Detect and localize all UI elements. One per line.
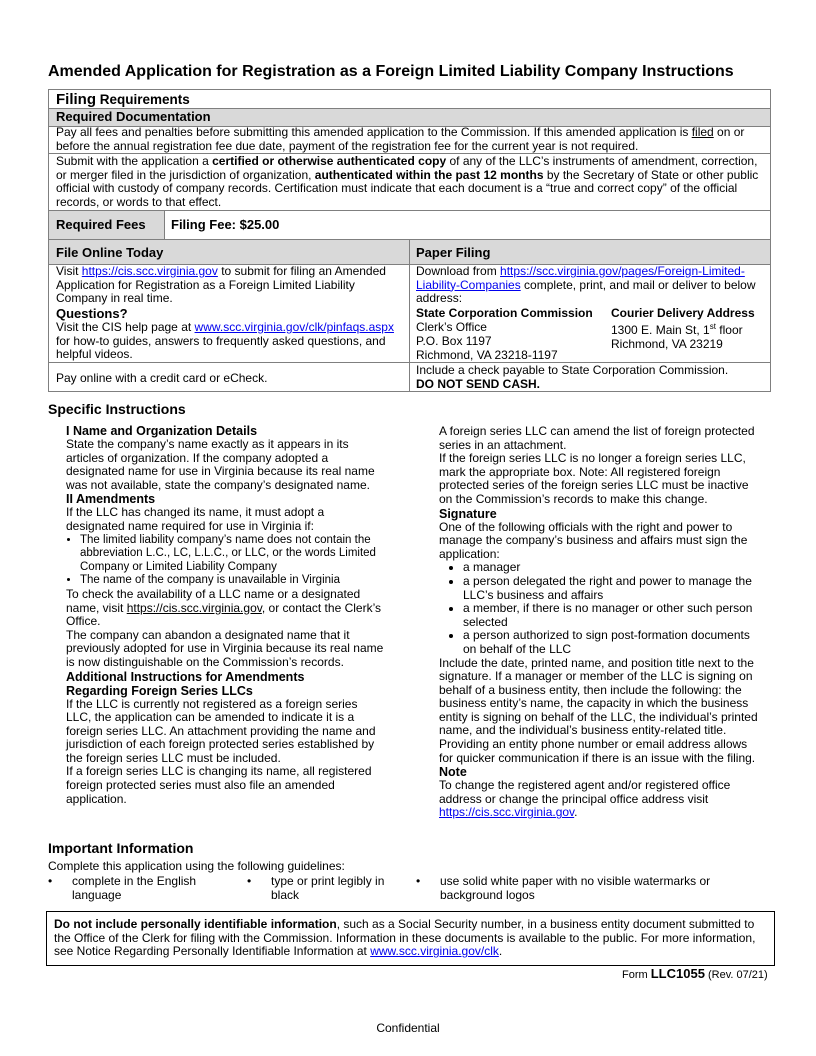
specific-left-column [66,424,384,806]
important-intro: Complete this application using the following guidelines: [48,859,345,873]
bullet: • [48,874,53,888]
scc-address [416,306,593,362]
file-online-header: File Online Today [56,245,164,260]
section-1-heading: I Name and Organization Details [66,424,258,438]
name-check-text [66,588,384,629]
check-payable-text: Include a check payable to State Corporation Commission. [416,363,729,377]
doc-text-bold-b: authenticated within the past 12 months [314,167,544,182]
note-cis-link[interactable]: https://cis.scc.virginia.gov [439,805,575,820]
doc-text-bold-a: certified or otherwise authenticated copy [212,154,447,168]
pay-online-text: Pay online with a credit card or eCheck. [56,371,268,385]
online-text-a: Visit [56,264,82,278]
requirements-word: Requirements [96,92,190,107]
important-information-heading: Important Information [48,840,194,856]
q-text-b: for how-to guides, answers to frequently asked questions, and helpful videos. [56,333,386,362]
required-fees-label: Required Fees [56,217,146,232]
paper-forms-link[interactable]: https://scc.virginia.gov/pages/Foreign-Limited-Liability-Companies [416,264,745,292]
online-filing-text [56,265,401,306]
abandon-name-text: The company can abandon a designated name that it previously adopted for use in Virginia because its real name is now distinguishable on the Commission’s records. [66,627,384,669]
section-3-heading-2: Regarding Foreign Series LLCs [66,683,253,698]
doc-text-a: Submit with the application a [56,154,213,168]
section-1-text: State the company’s name exactly as it appears in its articles of organization. If the company adopted a designated name for use in Virginia because its real name was not available, state the company’s designated name. [66,437,375,492]
section-2-bullet-1: • The limited liability company’s name does not contain the abbreviation L.C., LC, L.L.C., or LLC, or the words Limited Company or Limited Liability Company [80,534,384,575]
cis-link[interactable]: https://cis.scc.virginia.gov [81,264,218,278]
paper-filing-text [416,265,764,306]
section-3-text-1: If the LLC is currently not registered as a foreign series LLC, the application can be amended to indicate it is a foreign series LLC. An attachment providing the name and jurisdiction of each foreign protected series established by the foreign series LLC must be included. [66,696,376,765]
signature-bullet-1: • a manager [463,561,759,575]
signature-bullet-4: • a person authorized to sign post-formation documents on behalf of the LLC [463,629,759,656]
guideline-3 [416,875,736,902]
section-2-heading: II Amendments [66,492,156,507]
guideline-2 [247,875,407,902]
courier-heading: Courier Delivery Address [611,306,755,320]
pii-link[interactable]: www.scc.virginia.gov/clk [370,944,499,959]
page-title: Amended Application for Registration as a Foreign Limited Liability Company Instructions [48,63,734,80]
online-text-b: to submit for filing an Amended Application for Registration as a Foreign Limited Liability Company in real time. [56,264,386,306]
pii-text: , such as a Social Security number, in a business entity document submitted to the Office of the Clerk for filing with the Commission. Information in these documents is available to the public. For more information, see Notice Regarding Personally Identifiable Information at [54,917,756,959]
filed-word: filed [691,125,714,139]
signature-details-text: Include the date, printed name, and position title next to the signature. If a manager or member of the LLC is signing on behalf of a business entity, then include the following: the business entity’s name, the capacity in which the business entity is signing on behalf of the LLC, the individual’s printed name, and the individual’s business entity-related title. [439,655,758,738]
name-check-link[interactable]: https://cis.scc.virginia.gov [126,600,262,615]
courier-floor: floor [715,323,743,337]
note-text-a: To change the registered agent and/or registered office address or change the principal office address visit [439,778,731,806]
scc-line-1: Clerk’s Office [416,320,487,334]
signature-bullets [439,561,759,656]
fees-paragraph [56,126,764,153]
name-check-b: , or contact the Clerk’s Office. [66,600,382,629]
section-3-text-2: If a foreign series LLC is changing its name, all registered foreign protected series must also file an amended application. [66,764,372,806]
specific-right-column [439,425,759,820]
scc-line-2: P.O. Box 1197 [416,334,492,348]
pii-notice-text [54,918,766,959]
paper-filing-header: Paper Filing [416,245,491,260]
questions-heading: Questions? [56,306,128,321]
questions-text [56,321,401,362]
courier-address [611,306,755,351]
filing-fee-value: Filing Fee: $25.00 [171,217,280,232]
signature-heading: Signature [439,506,497,521]
column-divider [409,239,410,392]
fees-text-a: Pay all fees and penalties before submitting this amended application to the Commission. If this amended application is [56,125,692,139]
section-2-bullet-2: • The name of the company is unavailable in Virginia [80,574,384,588]
filing-word: Filing [56,91,96,108]
help-page-link[interactable]: www.scc.virginia.gov/clk/pinfaqs.aspx [194,320,394,334]
guideline-1 [48,875,218,902]
documentation-paragraph [56,155,764,209]
section-2-text: If the LLC has changed its name, it must adopt a designated name required for use in Virginia if: [66,505,325,533]
paper-text-b: complete, print, and mail or deliver to below address: [416,277,756,306]
bullet: • [247,874,252,888]
name-check-a: To check the availability of a LLC name or a designated name, visit [66,586,361,615]
pii-period: . [498,944,503,959]
doc-text-e: by the Secretary of State or other public official with custody of company records. Certification must indicate that each document is a “true and correct copy” of the official records, or words to that effect. [56,167,759,209]
q-text-a: Visit the CIS help page at [56,320,195,334]
courier-sup: st [709,322,716,331]
scc-heading: State Corporation Commission [416,306,593,320]
pay-paper-text [416,364,728,391]
row-divider [164,210,770,211]
form-code: LLC1055 [650,966,705,981]
pii-bold: Do not include personally identifiable information [54,917,337,931]
guideline-3-text: use solid white paper with no visible watermarks or background logos [440,874,711,902]
no-cash-text: DO NOT SEND CASH. [416,376,541,391]
doc-text-c: of any of the LLC’s instruments of amendment, correction, or merger filed in the jurisdiction of organization, [56,154,758,182]
courier-street: 1300 E. Main St, 1 [611,323,710,337]
series-removal-text: If the foreign series LLC is no longer a foreign series LLC, mark the appropriate box. Note: All registered foreign protected series of the foreign series LLC must be inactive on the Commission’s records to make this change. [439,451,749,506]
signature-text: One of the following officials with the right and power to manage the company’s business and affairs must sign the application: [439,519,748,561]
signature-bullet-2: • a person delegated the right and power to manage the LLC’s business and affairs [463,575,759,602]
courier-line-2: Richmond, VA 23219 [611,337,723,351]
note-period: . [574,805,578,820]
signature-bullet-3: • a member, if there is no manager or other such person selected [463,602,759,629]
form-revision: (Rev. 07/21) [704,969,768,981]
guideline-1-text: complete in the English language [72,874,197,902]
filing-requirements-header [56,91,190,108]
confidential-label: Confidential [376,1021,440,1035]
bullet: • [416,874,421,888]
section-2-bullets [66,534,384,588]
courier-line-1 [611,320,755,337]
paper-text-a: Download from [416,264,501,278]
form-prefix: Form [622,969,651,981]
contact-info-text: Providing an entity phone number or email address allows for quicker communication if there is an issue with the filing. [439,737,756,765]
fees-text-b: on or before the annual registration fee due date, payment of the registration fee for the current year is not required. [56,125,745,153]
required-documentation-label: Required Documentation [56,109,211,124]
guideline-2-text: type or print legibly in black [271,874,385,902]
form-number [622,966,768,981]
note-heading: Note [439,765,467,780]
note-text [439,779,759,820]
series-list-text: A foreign series LLC can amend the list of foreign protected series in an attachment. [439,424,755,452]
section-3-heading-1: Additional Instructions for Amendments [66,669,305,684]
specific-instructions-heading: Specific Instructions [48,401,186,417]
scc-line-3: Richmond, VA 23218-1197 [416,348,558,362]
